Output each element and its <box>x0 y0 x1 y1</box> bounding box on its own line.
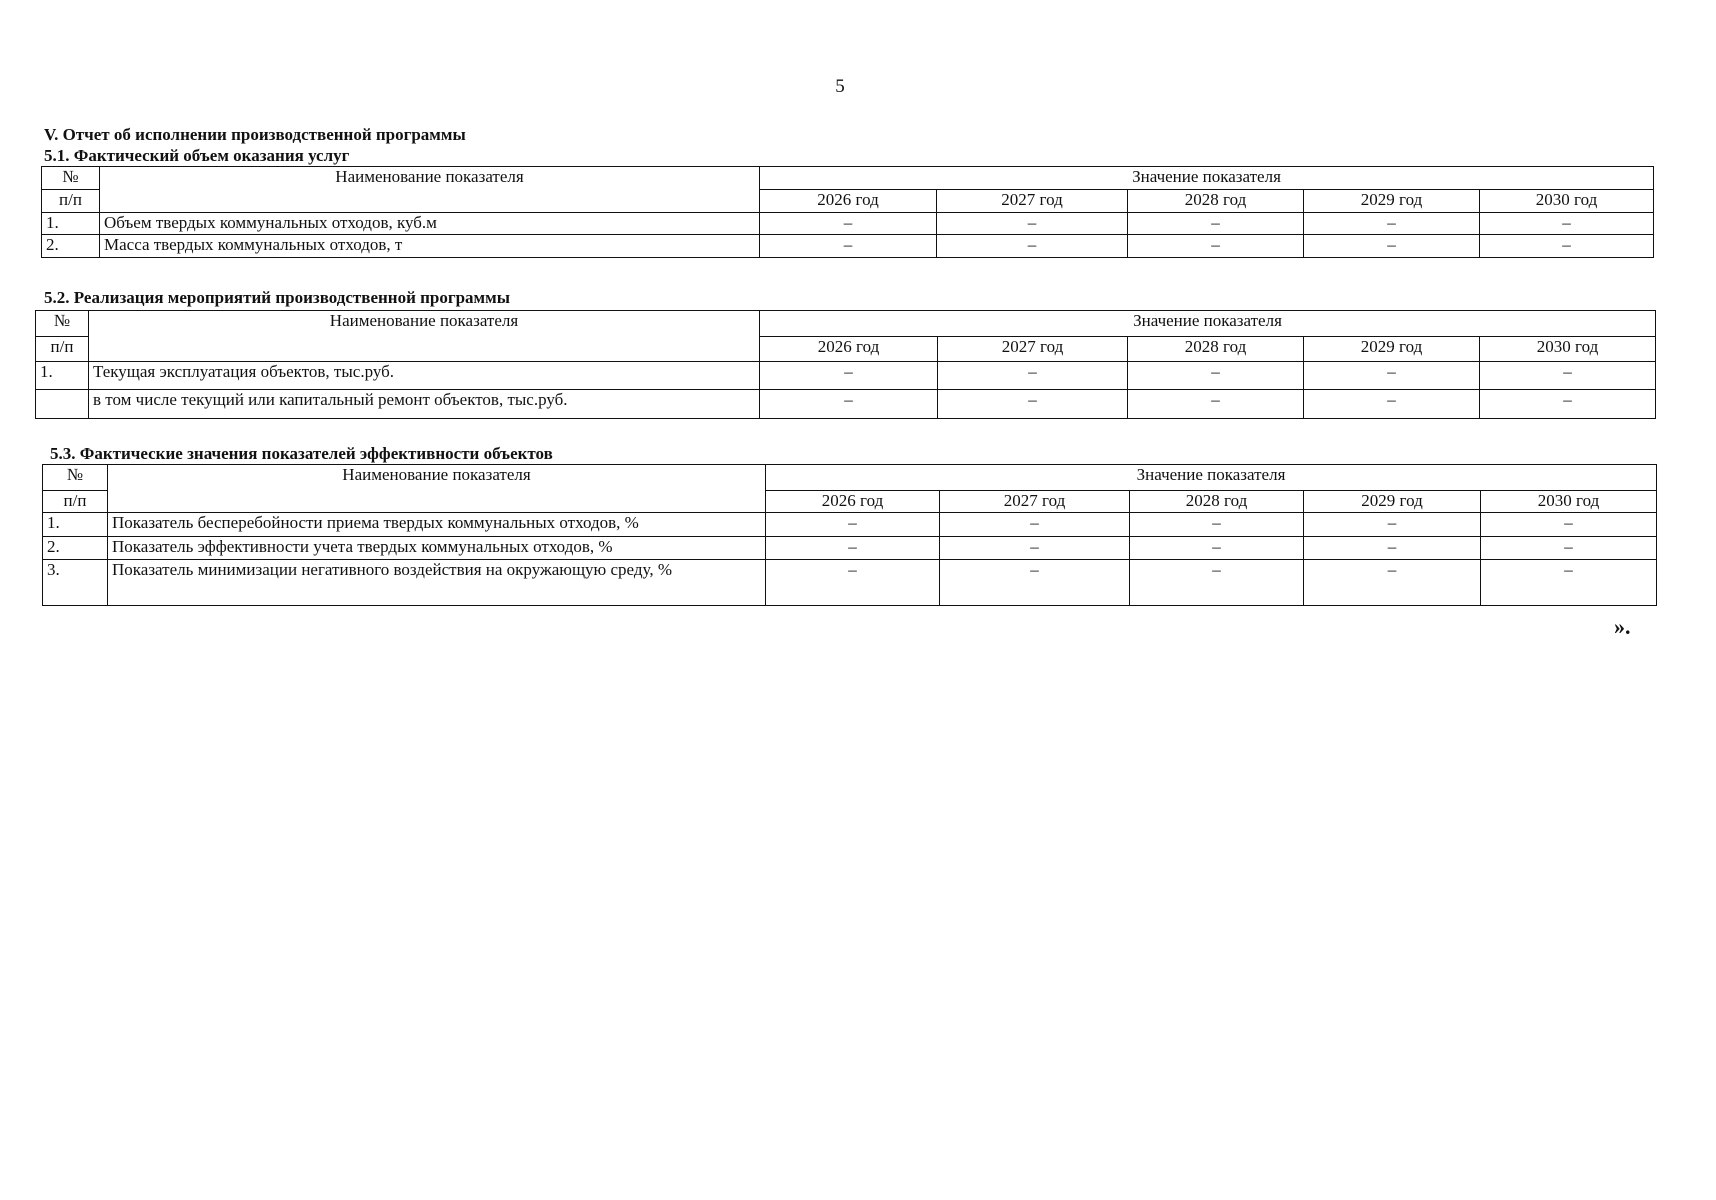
header-year: 2026 год <box>760 337 938 362</box>
header-year: 2026 год <box>766 491 940 513</box>
indicator-value: – <box>766 560 940 606</box>
header-value: Значение показателя <box>766 465 1657 491</box>
indicator-value: – <box>1480 390 1656 419</box>
indicator-name: Текущая эксплуатация объектов, тыс.руб. <box>89 362 760 390</box>
section-title-5-2: 5.2. Реализация мероприятий производственной программы <box>44 288 510 307</box>
row-number: 1. <box>43 513 108 537</box>
header-name: Наименование показателя <box>100 167 760 213</box>
indicator-value: – <box>1481 560 1657 606</box>
header-num-bottom: п/п <box>42 190 100 213</box>
table-5-3 <box>42 464 1657 606</box>
indicator-value: – <box>1128 213 1304 235</box>
indicator-value: – <box>940 537 1130 560</box>
table-row <box>43 560 1657 606</box>
header-year: 2026 год <box>760 190 937 213</box>
indicator-value: – <box>1128 235 1304 258</box>
indicator-value: – <box>938 362 1128 390</box>
indicator-value: – <box>1304 213 1480 235</box>
row-number: 1. <box>42 213 100 235</box>
table-row <box>43 537 1657 560</box>
report-title: V. Отчет об исполнении производственной программы <box>44 125 466 144</box>
indicator-value: – <box>760 362 938 390</box>
header-num-bottom: п/п <box>36 337 89 362</box>
indicator-value: – <box>1480 235 1654 258</box>
indicator-name: Объем твердых коммунальных отходов, куб.м <box>100 213 760 235</box>
header-year: 2028 год <box>1128 190 1304 213</box>
header-year: 2030 год <box>1481 491 1657 513</box>
indicator-value: – <box>1304 390 1480 419</box>
indicator-value: – <box>940 513 1130 537</box>
header-year: 2028 год <box>1128 337 1304 362</box>
header-year: 2030 год <box>1480 337 1656 362</box>
indicator-value: – <box>1304 362 1480 390</box>
table-row <box>43 513 1657 537</box>
indicator-value: – <box>1304 560 1481 606</box>
indicator-name: Масса твердых коммунальных отходов, т <box>100 235 760 258</box>
indicator-value: – <box>1130 537 1304 560</box>
header-year: 2029 год <box>1304 491 1481 513</box>
header-year: 2030 год <box>1480 190 1654 213</box>
header-year: 2027 год <box>938 337 1128 362</box>
table-row <box>36 390 1656 419</box>
header-year: 2028 год <box>1130 491 1304 513</box>
indicator-value: – <box>766 537 940 560</box>
section-title-5-1: 5.1. Фактический объем оказания услуг <box>44 146 350 165</box>
header-num-bottom: п/п <box>43 491 108 513</box>
table-5-2 <box>35 310 1656 419</box>
indicator-value: – <box>1480 362 1656 390</box>
page-number: 5 <box>835 76 845 97</box>
header-value: Значение показателя <box>760 167 1654 190</box>
indicator-value: – <box>1130 560 1304 606</box>
indicator-value: – <box>760 390 938 419</box>
header-name: Наименование показателя <box>89 311 760 362</box>
header-num-top: № <box>43 465 108 491</box>
header-year: 2027 год <box>940 491 1130 513</box>
indicator-value: – <box>1480 213 1654 235</box>
indicator-name: Показатель бесперебойности приема твердых коммунальных отходов, % <box>108 513 766 537</box>
row-number <box>36 390 89 419</box>
indicator-value: – <box>937 235 1128 258</box>
indicator-value: – <box>940 560 1130 606</box>
header-year: 2029 год <box>1304 337 1480 362</box>
indicator-value: – <box>1481 537 1657 560</box>
table-row <box>42 213 1654 235</box>
table-row <box>36 362 1656 390</box>
header-value: Значение показателя <box>760 311 1656 337</box>
closing-quote-mark: ». <box>1614 614 1631 639</box>
section-title-5-3: 5.3. Фактические значения показателей эффективности объектов <box>50 444 553 463</box>
indicator-value: – <box>938 390 1128 419</box>
indicator-value: – <box>1304 235 1480 258</box>
indicator-value: – <box>760 213 937 235</box>
row-number: 2. <box>43 537 108 560</box>
indicator-value: – <box>1304 513 1481 537</box>
row-number: 1. <box>36 362 89 390</box>
indicator-value: – <box>1481 513 1657 537</box>
indicator-name: в том числе текущий или капитальный ремонт объектов, тыс.руб. <box>89 390 760 419</box>
header-num-top: № <box>42 167 100 190</box>
row-number: 3. <box>43 560 108 606</box>
indicator-value: – <box>1128 390 1304 419</box>
indicator-value: – <box>760 235 937 258</box>
table-5-1 <box>41 166 1654 258</box>
indicator-name: Показатель минимизации негативного воздействия на окружающую среду, % <box>108 560 766 606</box>
table-row <box>42 235 1654 258</box>
header-year: 2027 год <box>937 190 1128 213</box>
indicator-name: Показатель эффективности учета твердых коммунальных отходов, % <box>108 537 766 560</box>
row-number: 2. <box>42 235 100 258</box>
indicator-value: – <box>937 213 1128 235</box>
header-year: 2029 год <box>1304 190 1480 213</box>
indicator-value: – <box>1304 537 1481 560</box>
header-num-top: № <box>36 311 89 337</box>
header-name: Наименование показателя <box>108 465 766 513</box>
indicator-value: – <box>1130 513 1304 537</box>
indicator-value: – <box>766 513 940 537</box>
indicator-value: – <box>1128 362 1304 390</box>
